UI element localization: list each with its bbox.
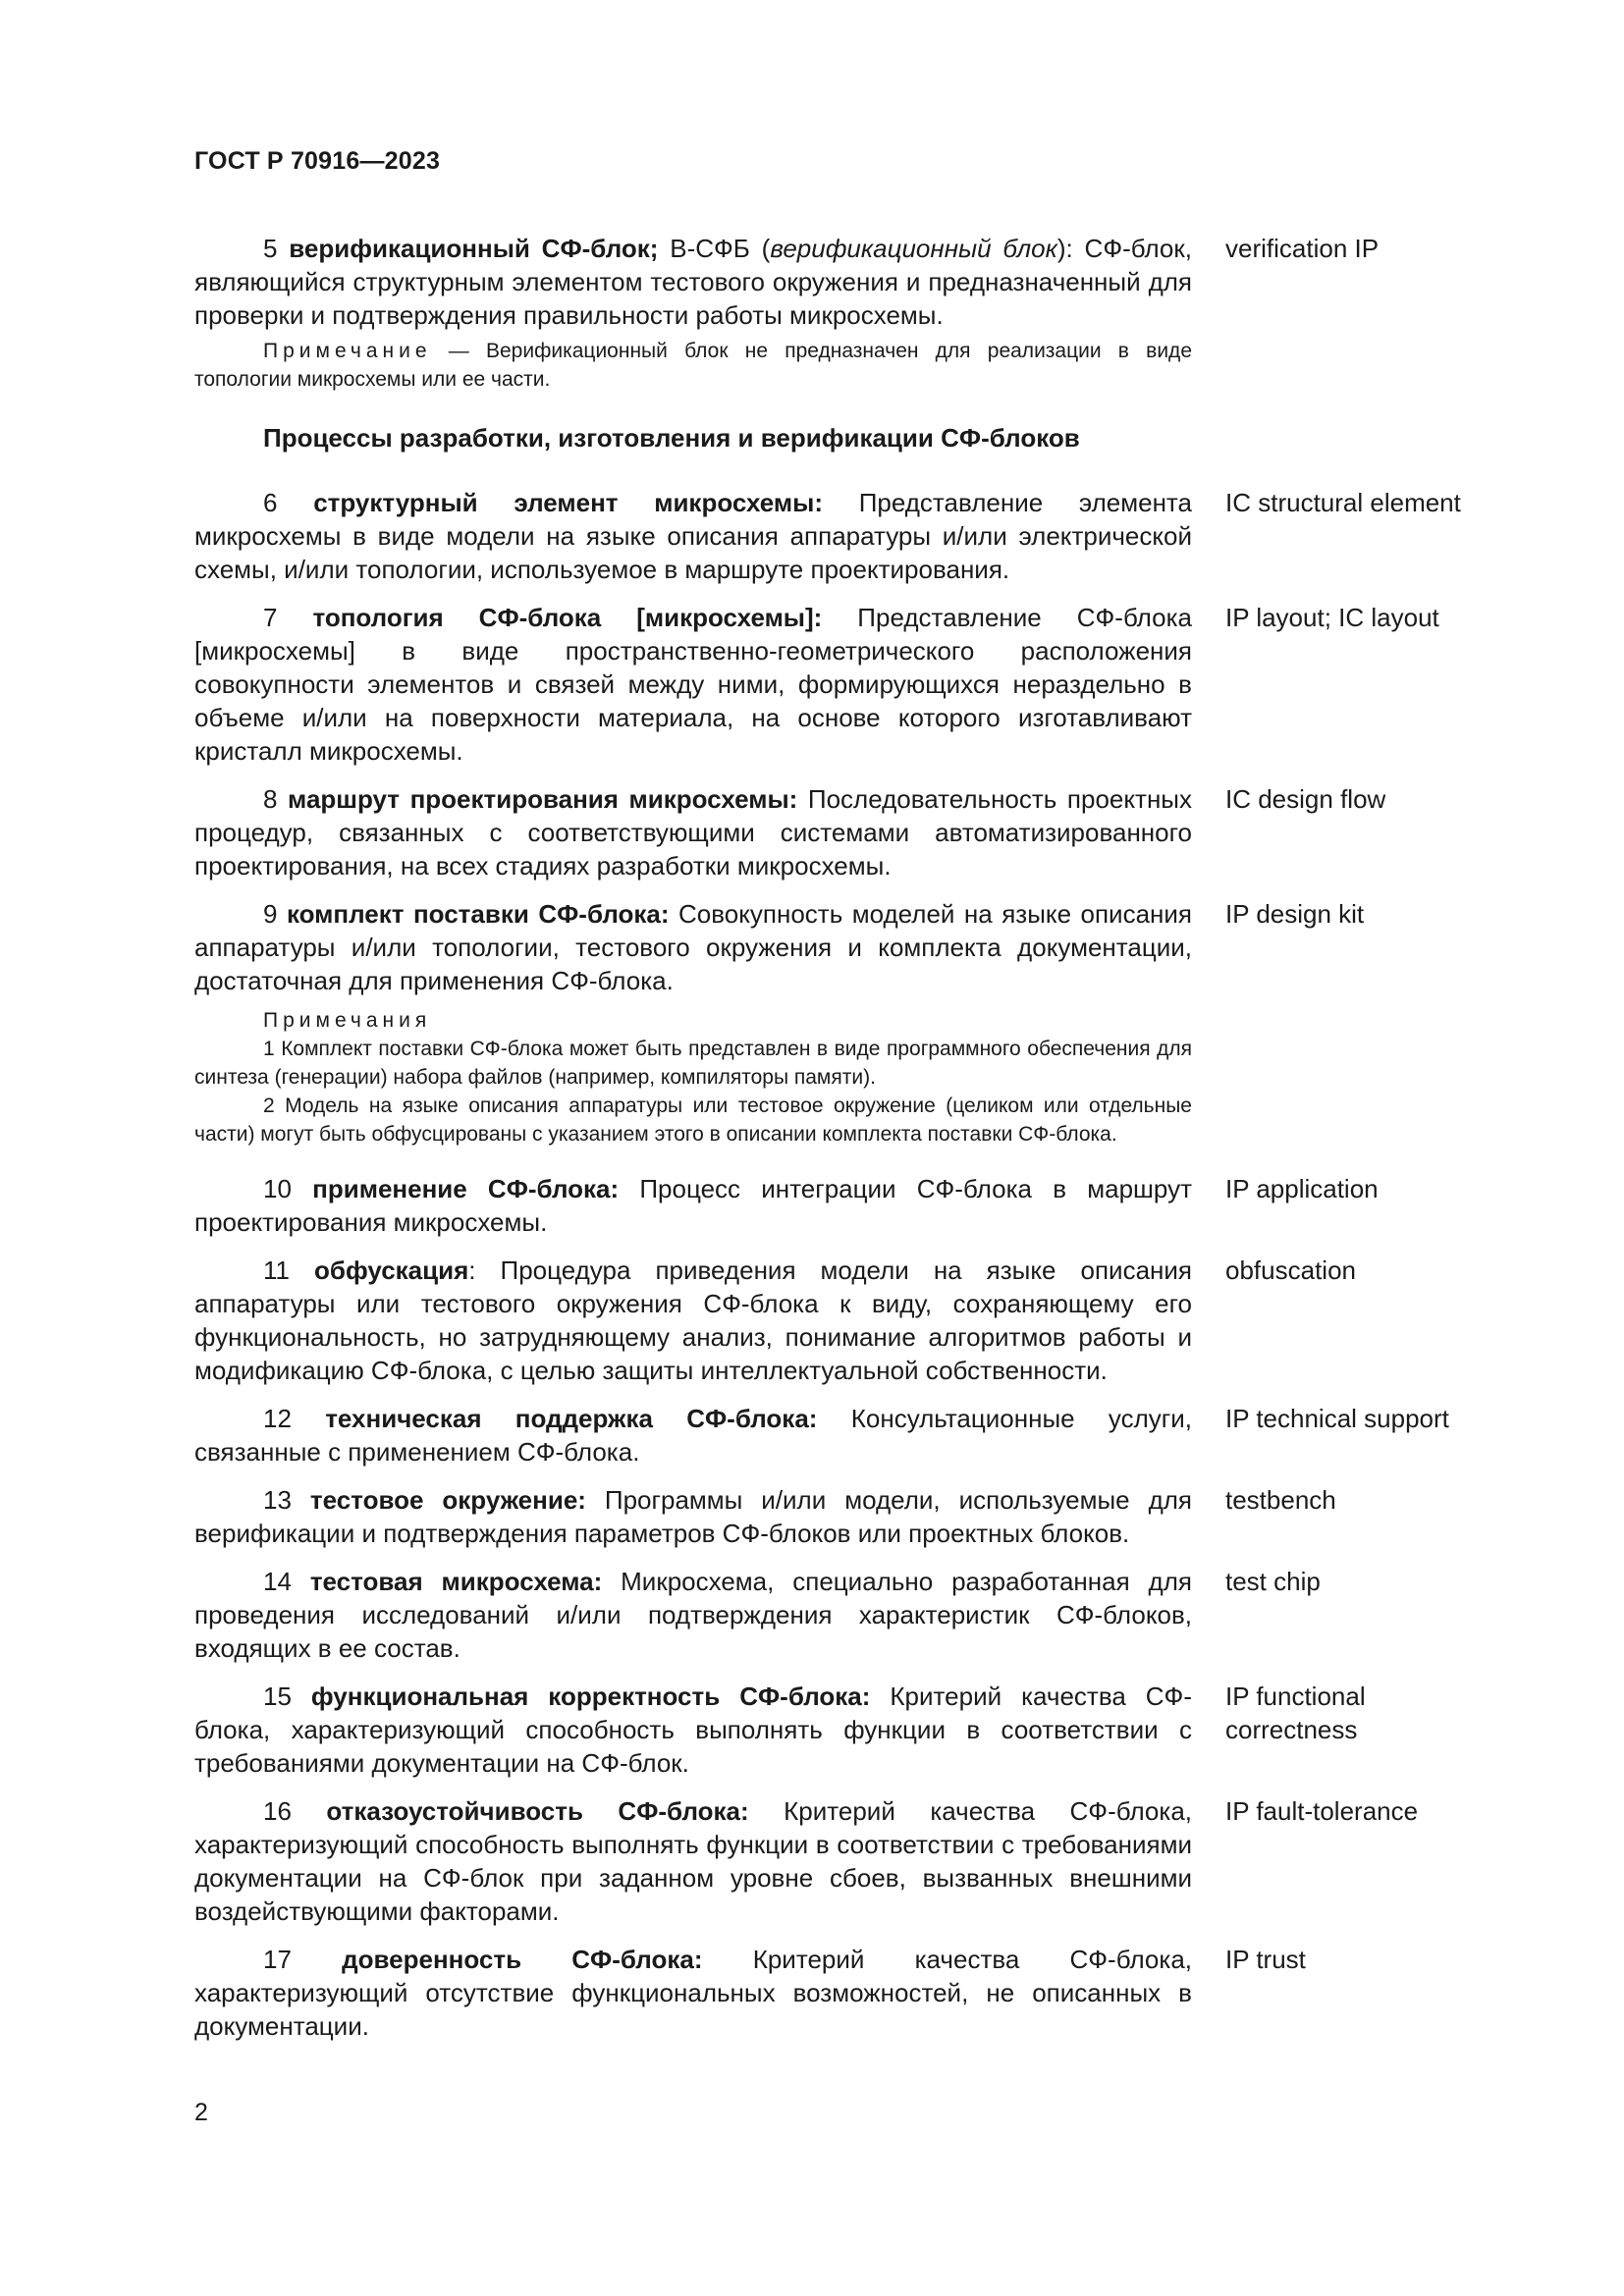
term-entry-17 <box>194 1943 1490 2043</box>
page-number: 2 <box>194 2099 208 2126</box>
term-entry-5 <box>194 232 1490 332</box>
section-heading: Процессы разработки, изготовления и верификации СФ-блоков <box>263 423 1080 453</box>
term-definition: 17 доверенность СФ-блока: Критерий качества СФ-блока, характеризующий отсутствие функциональных возможностей, не описанных в документации. <box>194 1945 1192 2041</box>
term-entry-16 <box>194 1794 1490 1928</box>
term-name: маршрут проектирования микросхемы: <box>288 784 798 814</box>
term-definition: 12 техническая поддержка СФ-блока: Консультационные услуги, связанные с применением СФ-блока. <box>194 1404 1192 1467</box>
note: Примечание — Верификационный блок не предназначен для реализации в виде топологии микросхемы или ее части. <box>194 340 1192 391</box>
term-name: функциональная корректность СФ-блока: <box>310 1682 871 1711</box>
english-equivalent: IP layout; IC layout <box>1225 603 1439 632</box>
english-equivalent: IC structural element <box>1225 488 1461 517</box>
term-entry-10 <box>194 1172 1490 1239</box>
english-equivalent: verification IP <box>1225 234 1380 263</box>
english-equivalent: testbench <box>1225 1485 1336 1515</box>
english-equivalent: IP trust <box>1225 1945 1306 1974</box>
term-name: отказоустойчивость СФ-блока: <box>326 1796 749 1826</box>
term-entry-15 <box>194 1680 1490 1780</box>
term-name: структурный элемент микросхемы: <box>313 488 824 517</box>
term-name: тестовая микросхема: <box>309 1567 603 1596</box>
english-equivalent: obfuscation <box>1225 1255 1356 1285</box>
term-entry-14 <box>194 1565 1490 1665</box>
term-definition: 10 применение СФ-блока: Процесс интеграции СФ-блока в маршрут проектирования микросхемы. <box>194 1174 1192 1237</box>
term-definition: 16 отказоустойчивость СФ-блока: Критерий качества СФ-блока, характеризующий способность выполнять функции в соответствии с требованиями документации на СФ-блок при заданном уровне сбоев, вызванных внешними воздействующими факторами. <box>194 1796 1193 1926</box>
term-name: топология СФ-блока [микросхемы]: <box>312 603 823 632</box>
term-name: доверенность СФ-блока: <box>342 1945 703 1974</box>
term-definition: 7 топология СФ-блока [микросхемы]: Представление СФ-блока [микросхемы] в виде пространственно-геометрического расположения совокупности элементов и связей между ними, формирующихся нераздельно в объеме и/или на поверхности материала, на основе которого изготавливают кристалл микросхемы. <box>194 603 1192 766</box>
english-equivalent: IP application <box>1225 1174 1379 1203</box>
term-name: применение СФ-блока: <box>312 1174 620 1203</box>
term-name: техническая поддержка СФ-блока: <box>325 1404 818 1433</box>
term-entry-6 <box>194 486 1490 586</box>
term-entry-11 <box>194 1254 1490 1387</box>
term-definition: 5 верификационный СФ-блок; В-СФБ (верификационный блок): СФ-блок, являющийся структурным элементом тестового окружения и предназначенный для проверки и подтверждения правильности работы микросхемы. <box>194 234 1192 330</box>
term-definition: 9 комплект поставки СФ-блока: Совокупность моделей на языке описания аппаратуры и/или топологии, тестового окружения и комплекта документации, достаточная для применения СФ-блока. <box>194 899 1192 995</box>
term-entry-12 <box>194 1402 1490 1468</box>
english-equivalent: IP design kit <box>1225 899 1365 929</box>
term-definition: 13 тестовое окружение: Программы и/или модели, используемые для верификации и подтверждения параметров СФ-блоков или проектных блоков. <box>194 1485 1192 1548</box>
english-equivalent: IP functional correctness <box>1225 1682 1366 1744</box>
term-name: обфускация <box>314 1255 469 1285</box>
term-entry-13 <box>194 1483 1490 1550</box>
term-definition: 8 маршрут проектирования микросхемы: Последовательность проектных процедур, связанных с соответствующими системами автоматизированного проектирования, на всех стадиях разработки микросхемы. <box>194 784 1192 881</box>
term-synonym: верификационный блок <box>770 234 1057 263</box>
term-definition: 11 обфускация: Процедура приведения модели на языке описания аппаратуры или тестового окружения СФ-блока к виду, сохраняющему его функциональность, но затрудняющему анализ, понимание алгоритмов работы и модификацию СФ-блока, с целью защиты интеллектуальной собственности. <box>194 1255 1192 1385</box>
notes-label: Примечания <box>263 1009 432 1032</box>
english-equivalent: IP technical support <box>1225 1404 1449 1433</box>
term-entry-8 <box>194 782 1490 882</box>
note-label: Примечание <box>263 340 432 362</box>
term-definition: 6 структурный элемент микросхемы: Представление элемента микросхемы в виде модели на языке описания аппаратуры и/или электрической схемы, и/или топологии, используемое в маршруте проектирования. <box>194 488 1192 584</box>
document-code: ГОСТ Р 70916—2023 <box>194 147 441 175</box>
term-name: комплект поставки СФ-блока: <box>286 899 670 929</box>
note-2: 2 Модель на языке описания аппаратуры или тестовое окружение (целиком или отдельные части) могут быть обфусцированы с указанием этого в описании комплекта поставки СФ-блока. <box>194 1095 1192 1146</box>
term-name: тестовое окружение: <box>309 1485 586 1515</box>
term-entry-7 <box>194 601 1490 768</box>
english-equivalent: test chip <box>1225 1567 1321 1596</box>
term-entry-9 <box>194 897 1490 997</box>
english-equivalent: IP fault-tolerance <box>1225 1796 1419 1826</box>
note-1: 1 Комплект поставки СФ-блока может быть представлен в виде программного обеспечения для синтеза (генерации) набора файлов (например, компиляторы памяти). <box>194 1038 1192 1089</box>
terms-list <box>194 232 1490 2057</box>
english-equivalent: IC design flow <box>1225 784 1386 814</box>
term-definition: 14 тестовая микросхема: Микросхема, специально разработанная для проведения исследований и/или подтверждения характеристик СФ-блоков, входящих в ее состав. <box>194 1567 1192 1663</box>
term-definition: 15 функциональная корректность СФ-блока: Критерий качества СФ-блока, характеризующий способность выполнять функции в соответствии с требованиями документации на СФ-блок. <box>194 1682 1192 1778</box>
term-name: верификационный СФ-блок; <box>289 234 659 263</box>
